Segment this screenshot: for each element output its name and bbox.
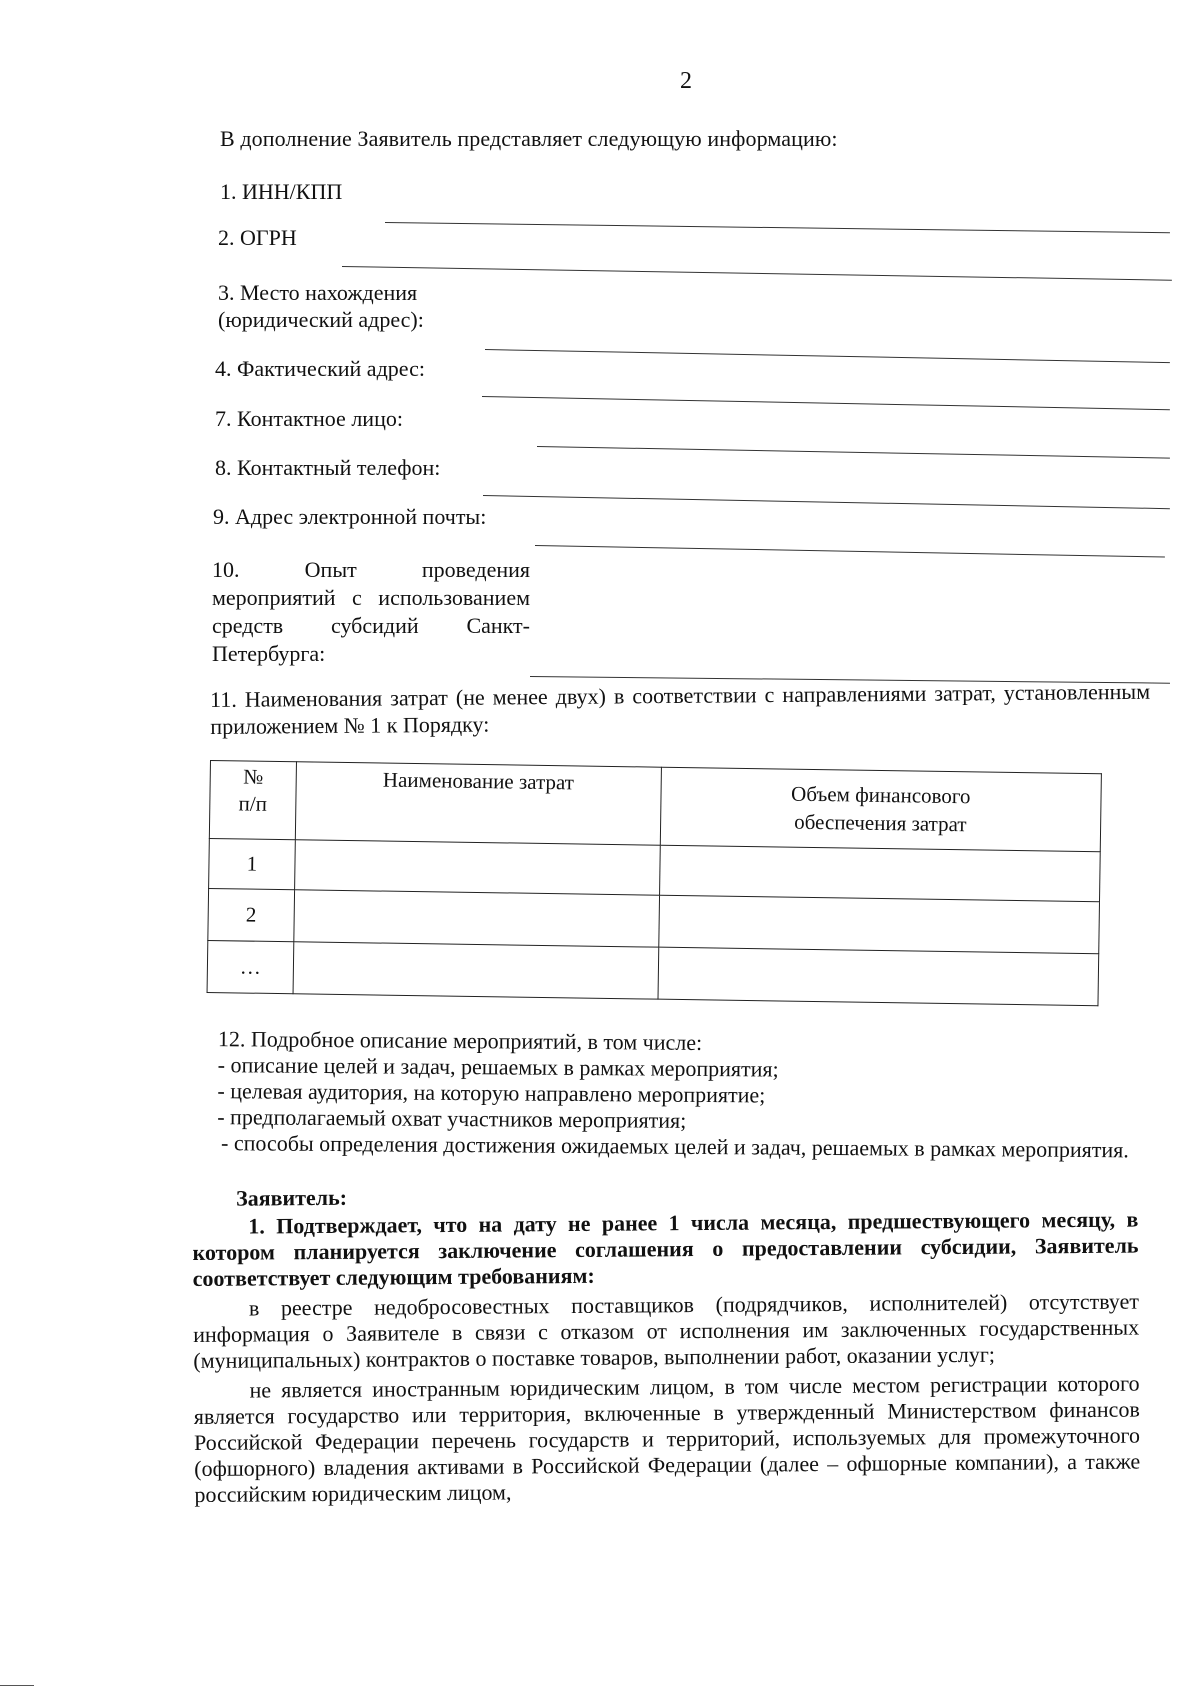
margin-mark [0, 1685, 34, 1686]
applicant-point-1: 1. Подтверждает, что на дату не ранее 1 числа месяца, предшествующего месяцу, в котором планируется заключение соглашения о предоставлении субсидии, Заявитель соответствует следующим требованиям: [192, 1206, 1139, 1291]
applicant-paragraph: в реестре недобросовестных поставщиков (подрядчиков, исполнителей) отсутствует информация о Заявителе в связи с отказом от исполнения им заключенных государственных (муниципальных) контрактов о поставке товаров, выполнении работ, оказании услуг; [193, 1288, 1140, 1373]
field-label-experience: 10. Опыт проведения мероприятий с использованием средств субсидий Санкт-Петербурга: [212, 557, 530, 666]
field-label-contact-person: 7. Контактное лицо: [215, 406, 403, 431]
item-12-bullet: - способы определения достижения ожидаемых целей и задач, решаемых в рамках мероприятия. [220, 1130, 1129, 1163]
table-cell-cost-name[interactable] [294, 890, 659, 947]
item-12-bullet: - предполагаемый охват участников мероприятия; [217, 1104, 687, 1133]
intro-text: В дополнение Заявитель представляет следующую информацию: [220, 126, 838, 151]
item-12-block [197, 1026, 1132, 1163]
item-12-title: 12. Подробное описание мероприятий, в том числе: [217, 1026, 703, 1055]
applicant-paragraph: не является иностранным юридическим лицом, в том числе местом регистрации которого является государство или территория, включенные в утвержденный Министерством финансов Российской Федерации перечень государств и территорий, используемых для промежуточного (офшорного) владения активами в Российской Федерации (далее – офшорные компании), а также российским юридическим лицом, [193, 1370, 1141, 1507]
field-line-actual-address[interactable] [482, 396, 1170, 410]
field-line-ogrn[interactable] [342, 266, 1172, 281]
field-label-ogrn: 2. ОГРН [218, 225, 297, 250]
table-cell-number: 2 [208, 888, 295, 941]
table-cell-amount[interactable] [659, 845, 1100, 902]
table-cell-cost-name[interactable] [294, 840, 659, 895]
item-12-bullet: - целевая аудитория, на которую направлено мероприятие; [217, 1078, 766, 1108]
table-cell-cost-name[interactable] [293, 942, 658, 999]
table-header-row [209, 761, 1101, 852]
field-label-inn: 1. ИНН/КПП [220, 179, 343, 204]
field-line-legal-address[interactable] [485, 349, 1170, 363]
table-cell-amount[interactable] [658, 947, 1099, 1006]
costs-table [207, 760, 1102, 1006]
field-label-legal-address: 3. Место нахождения (юридический адрес): [218, 280, 424, 332]
field-label-contact-phone: 8. Контактный телефон: [215, 455, 441, 480]
table-header-amount: Объем финансового обеспечения затрат [660, 767, 1102, 852]
item-11-text: 11. Наименования затрат (не менее двух) в соответствии с направлениями затрат, установленным приложением № 1 к Порядку: [210, 678, 1151, 739]
table-header-number: № п/п [209, 761, 296, 840]
field-line-email[interactable] [535, 545, 1165, 558]
table-header-cost-name: Наименование затрат [295, 762, 661, 845]
table-cell-number: 1 [209, 838, 296, 889]
table-cell-amount[interactable] [658, 895, 1099, 954]
page-number: 2 [680, 68, 692, 94]
applicant-heading: Заявитель: [235, 1184, 348, 1211]
field-label-email: 9. Адрес электронной почты: [213, 504, 487, 529]
field-label-actual-address: 4. Фактический адрес: [215, 356, 425, 381]
table-cell-number: … [207, 940, 294, 993]
item-12-bullet: - описание целей и задач, решаемых в рамках мероприятия; [217, 1052, 779, 1082]
field-line-contact-person[interactable] [537, 446, 1170, 459]
applicant-block [192, 1179, 1141, 1512]
field-line-contact-phone[interactable] [483, 495, 1170, 509]
field-line-inn[interactable] [385, 222, 1170, 233]
